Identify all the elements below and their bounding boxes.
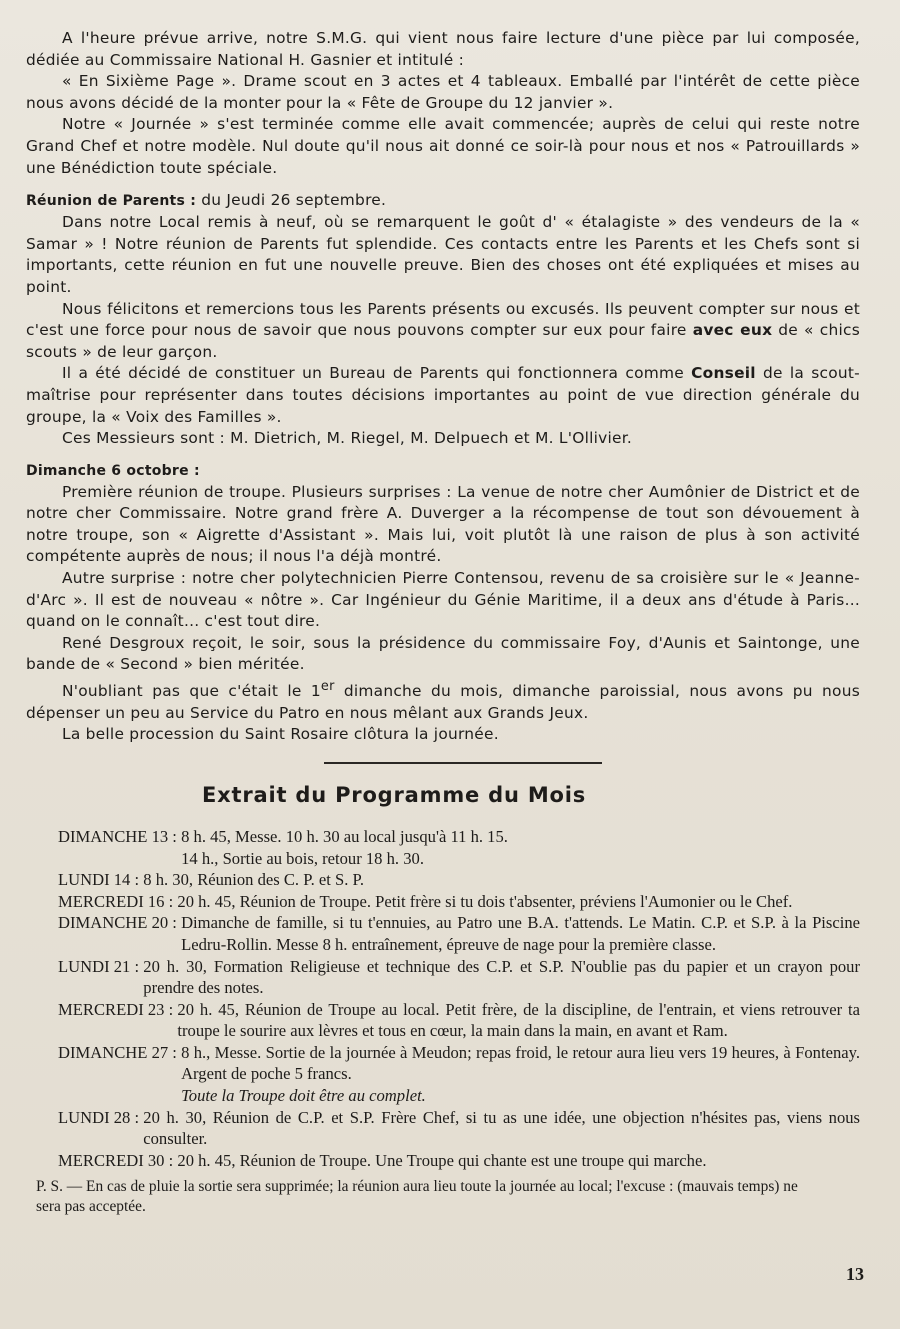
dimanche-paragraph-4 (26, 676, 860, 724)
schedule-text: 20 h. 45, Réunion de Troupe. Une Troupe qui chante est une troupe qui marche. (177, 1150, 707, 1170)
schedule-text: 20 h. 45, Réunion de Troupe. Petit frère si tu dois t'absenter, préviens l'Aumonier ou le Chef. (177, 891, 793, 911)
schedule-entry (26, 1042, 860, 1107)
reunion-paragraph-2-end: de « chics scouts » de leur garçon. (26, 321, 860, 361)
schedule-entry (26, 1107, 860, 1150)
schedule-text: 8 h. 30, Réunion des C. P. et S. P. (143, 870, 365, 890)
postscript: P. S. — En cas de pluie la sortie sera supprimée; la réunion aura lieu toute la journée au local; l'excuse : (mauvais temps) ne sera pas acceptée. (36, 1178, 798, 1216)
schedule-text (181, 826, 860, 869)
schedule-entry (26, 891, 860, 913)
schedule-entry (26, 826, 860, 869)
reunion-paragraph-4: Ces Messieurs sont : M. Dietrich, M. Riegel, M. Delpuech et M. L'Ollivier. (62, 429, 633, 448)
ordinal-superscript: er (320, 679, 335, 695)
schedule-entry (26, 1150, 860, 1172)
reunion-heading (26, 189, 860, 212)
intro-paragraph-1: A l'heure prévue arrive, notre S.M.G. qui vient nous faire lecture d'une pièce par lui composée, dédiée au Commissaire National H. Gasnier et intitulé : (26, 29, 860, 69)
schedule-text-main: 8 h. 45, Messe. 10 h. 30 au local jusqu'à 11 h. 15. (181, 826, 508, 846)
schedule-day: MERCREDI 30 : (58, 1150, 178, 1170)
reunion-paragraph-2-start: Nous félicitons et remercions tous les Parents présents ou excusés. Ils peuvent compter sur nous et c'est une force pour nous de savoir que nous pouvons compter sur eux pour faire (26, 299, 860, 340)
reunion-paragraph-2-bold: avec eux (692, 321, 773, 340)
schedule-text-italic-note: Toute la Troupe doit être au complet. (181, 1086, 426, 1106)
schedule-text: Dimanche de famille, si tu t'ennuies, au Patro une B.A. t'attends. Le Matin. C.P. et S.P. à la Piscine Ledru-Rollin. Messe 8 h. entraînement, épreuve de nage pour la première classe. (181, 913, 860, 954)
dimanche-paragraph-4-end: dimanche du mois, dimanche paroissial, nous avons pu nous dépenser un peu au Service du Patro en nous mêlant aux Grands Jeux. (26, 682, 860, 722)
schedule-day: DIMANCHE 20 : (58, 913, 182, 933)
dimanche-paragraph-5: La belle procession du Saint Rosaire clôtura la journée. (62, 725, 499, 744)
dimanche-paragraph-3: René Desgroux reçoit, le soir, sous la présidence du commissaire Foy, d'Aunis et Saintonge, une bande de « Second » bien méritée. (26, 633, 860, 674)
reunion-paragraph-1: Dans notre Local remis à neuf, où se remarquent le goût d' « étalagiste » des vendeurs de la « Samar » ! Notre réunion de Parents fut splendide. Ces contacts entre les Parents et les Chefs sont si importants, cette réunion en fut une nouvelle preuve. Bien des choses ont été expliquées et mises au point. (26, 213, 860, 296)
dimanche-heading: Dimanche 6 octobre : (26, 462, 200, 479)
reunion-heading-date: du Jeudi 26 septembre. (196, 191, 387, 210)
schedule-day: LUNDI 14 : (58, 870, 144, 890)
intro-paragraph-2: « En Sixième Page ». Drame scout en 3 actes et 4 tableaux. Emballé par l'intérêt de cette pièce nous avons décidé de la monter pour la « Fête de Groupe du 12 janvier ». (26, 72, 860, 112)
intro-paragraph-3: Notre « Journée » s'est terminée comme elle avait commencée; auprès de celui qui reste notre Grand Chef et notre modèle. Nul doute qu'il nous ait donné ce soir-là pour nous et nos « Patrouillards » une Bénédiction toute spéciale. (26, 115, 860, 177)
schedule-day: MERCREDI 16 : (58, 891, 178, 911)
reunion-paragraph-2 (26, 299, 860, 364)
schedule-text: 20 h. 30, Réunion de C.P. et S.P. Frère Chef, si tu as une idée, une objection n'hésites pas, viens nous consulter. (143, 1107, 860, 1149)
schedule-day: MERCREDI 23 : (58, 999, 178, 1019)
reunion-heading-title: Réunion de Parents : (26, 193, 197, 210)
reunion-paragraph-3-start: Il a été décidé de constituer un Bureau de Parents qui fonctionnera comme (62, 364, 692, 383)
reunion-paragraph-3-end: de la scout-maîtrise pour représenter dans toutes décisions importantes au point de vue direction générale du groupe, la « Voix des Familles ». (26, 364, 860, 426)
schedule-day: LUNDI 28 : (58, 1107, 144, 1127)
reunion-paragraph-3-bold: Conseil (691, 364, 756, 383)
schedule-day: LUNDI 21 : (58, 956, 144, 976)
programme-title: Extrait du Programme du Mois (202, 782, 587, 807)
schedule-day: DIMANCHE 27 : (58, 1042, 182, 1062)
dimanche-paragraph-2: Autre surprise : notre cher polytechnicien Pierre Contensou, revenu de sa croisière sur le « Jeanne-d'Arc ». Il est de nouveau « nôtre ». Car Ingénieur du Génie Maritime, il a deux ans d'étude à Paris... quand on le connaît... c'est tout dire. (26, 569, 860, 631)
schedule-text-main: 8 h., Messe. Sortie de la journée à Meudon; repas froid, le retour aura lieu vers 19 heures, à Fontenay. Argent de poche 5 francs. (181, 1042, 860, 1084)
schedule-text (181, 1042, 860, 1107)
schedule-text: 20 h. 30, Formation Religieuse et technique des C.P. et S.P. N'oublie pas du papier et un crayon pour prendre des notes. (143, 956, 860, 998)
schedule-entry (26, 869, 860, 891)
section-divider (324, 762, 602, 764)
schedule-text: 20 h. 45, Réunion de Troupe au local. Petit frère, de la discipline, de l'entrain, et viens retrouver ta troupe le sourire aux lèvres et tous en cœur, la main dans la main, en avant et Ram. (177, 999, 860, 1041)
schedule-entry (26, 999, 860, 1042)
schedule-day: DIMANCHE 13 : (58, 826, 182, 846)
page-number: 13 (846, 1264, 864, 1284)
schedule-text-continuation: 14 h., Sortie au bois, retour 18 h. 30. (181, 848, 424, 868)
programme-schedule (26, 826, 860, 1172)
schedule-entry (26, 956, 860, 999)
schedule-entry (26, 912, 860, 955)
dimanche-paragraph-1: Première réunion de troupe. Plusieurs surprises : La venue de notre cher Aumônier de District et de notre cher Commissaire. Notre grand frère A. Duverger a la récompense de tout son dévouement à notre troupe, son « Aigrette d'Assistant ». Mais lui, voit plutôt là une raison de plus à son activité compétente auprès de nous; il nous l'a déjà montré. (26, 482, 860, 566)
narrative-section (26, 28, 860, 746)
reunion-paragraph-3 (26, 363, 860, 428)
dimanche-paragraph-4-start: N'oubliant pas que c'était le 1 (62, 682, 321, 701)
